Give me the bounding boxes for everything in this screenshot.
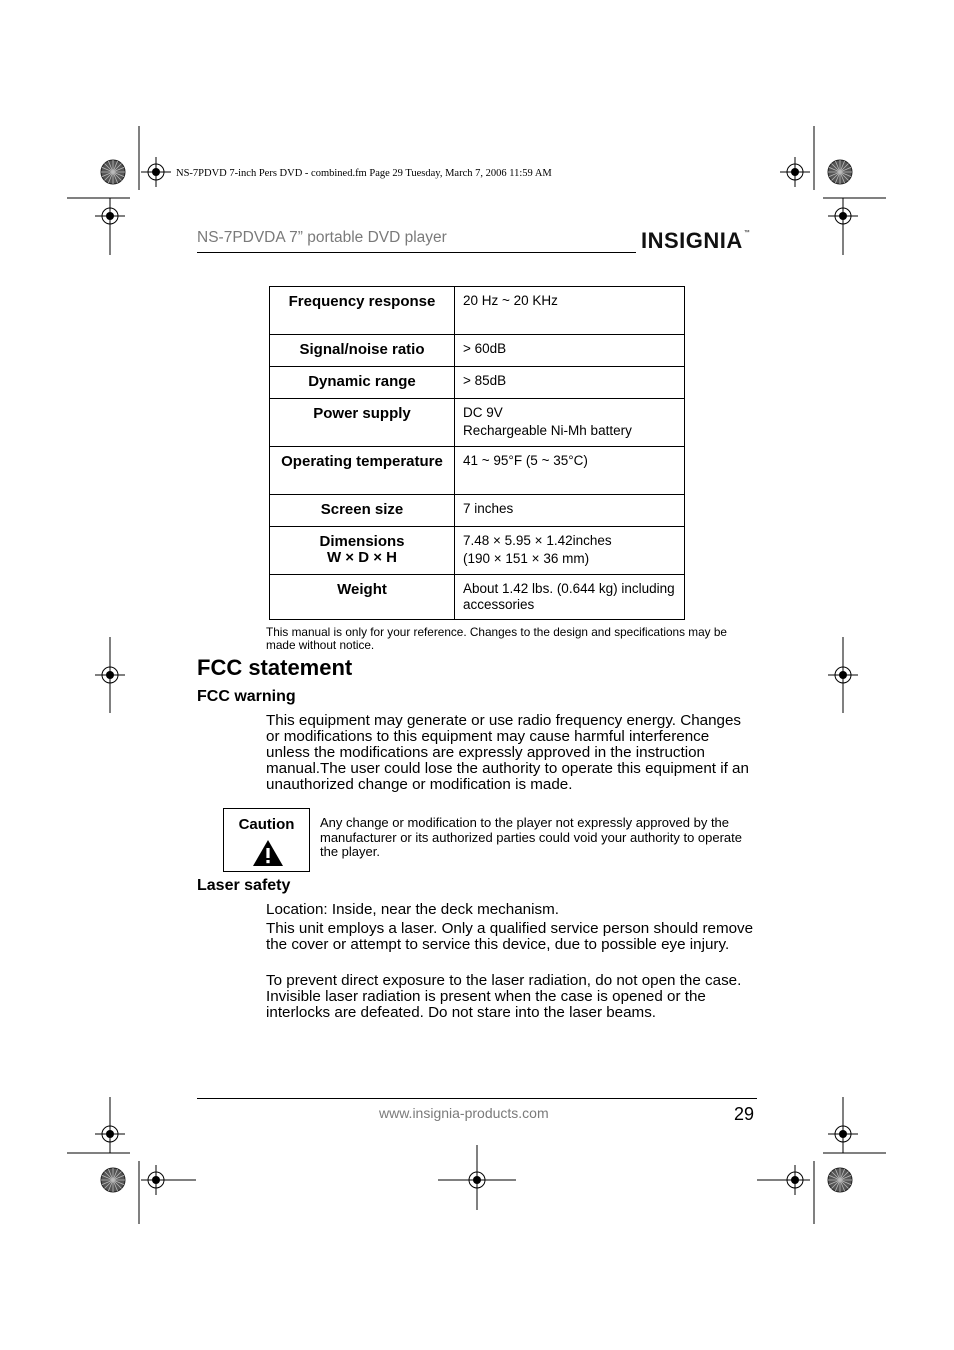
fcc-warning-heading: FCC warning xyxy=(197,688,296,705)
table-row xyxy=(270,367,685,399)
spec-value: 7 inches xyxy=(455,495,685,527)
spec-value: > 85dB xyxy=(455,367,685,399)
table-row xyxy=(270,527,685,575)
spec-label: Screen size xyxy=(270,495,455,527)
spec-label-line: Dimensions xyxy=(319,533,405,550)
spec-label-line: W × D × H xyxy=(326,549,397,566)
footer-url: www.insignia-products.com xyxy=(379,1105,549,1121)
spec-value xyxy=(455,527,685,575)
spec-value: 20 Hz ~ 20 KHz xyxy=(455,287,685,335)
spec-value: > 60dB xyxy=(455,335,685,367)
spec-label: Operating temperature xyxy=(270,447,455,495)
table-row xyxy=(270,495,685,527)
table-row xyxy=(270,399,685,447)
header-rule xyxy=(197,252,636,253)
footer-rule xyxy=(197,1098,757,1099)
spec-value xyxy=(455,399,685,447)
spec-value-line: (190 × 151 × 36 mm) xyxy=(463,551,590,566)
print-info: NS-7PDVD 7-inch Pers DVD - combined.fm Page 29 Tuesday, March 7, 2006 11:59 AM xyxy=(176,168,552,179)
table-row xyxy=(270,447,685,495)
spec-label xyxy=(270,527,455,575)
logo-text: INSIGNIA xyxy=(641,228,743,253)
spec-value-line: DC 9V xyxy=(463,405,503,420)
caution-text: Any change or modification to the player not expressly approved by the manufacturer or its authorized parties could void your authority to operate the player. xyxy=(320,815,743,859)
caution-box xyxy=(223,808,310,872)
laser-exposure-text: To prevent direct exposure to the laser radiation, do not open the case. Invisible laser radiation is present when the case is opened or the interlocks are defeated. Do not stare into the laser beams. xyxy=(266,972,742,1021)
header-title: NS-7PDVDA 7” portable DVD player xyxy=(197,229,447,246)
fcc-statement-heading: FCC statement xyxy=(197,655,353,680)
spec-label: Signal/noise ratio xyxy=(270,335,455,367)
laser-safety-heading: Laser safety xyxy=(197,877,291,894)
spec-label: Frequency response xyxy=(270,287,455,335)
page-number: 29 xyxy=(734,1104,755,1124)
spec-label: Weight xyxy=(270,575,455,620)
fcc-warning-text: This equipment may generate or use radio frequency energy. Changes or modifications to this equipment may cause harmful interference unless the modifications are expressly approved in the instruction manual.The user could lose the authority to operate this equipment if an unauthorized change or modification is made. xyxy=(266,712,749,793)
warning-triangle-icon xyxy=(252,839,284,867)
spec-note: This manual is only for your reference. Changes to the design and specifications may be made without notice. xyxy=(266,625,727,652)
spec-value-line: 7.48 × 5.95 × 1.42inches xyxy=(463,533,612,548)
spec-value-line: Rechargeable Ni-Mh battery xyxy=(463,423,632,438)
spec-value: About 1.42 lbs. (0.644 kg) including accessories xyxy=(455,575,685,620)
table-row xyxy=(270,575,685,620)
laser-location-text: Location: Inside, near the deck mechanism. xyxy=(266,901,559,918)
caution-label: Caution xyxy=(238,816,295,833)
spec-label: Dynamic range xyxy=(270,367,455,399)
table-row xyxy=(270,287,685,335)
spec-value: 41 ~ 95°F (5 ~ 35°C) xyxy=(455,447,685,495)
insignia-logo xyxy=(641,228,750,254)
logo-trademark: ™ xyxy=(743,230,751,236)
laser-service-text: This unit employs a laser. Only a qualified service person should remove the cover or attempt to service this device, due to possible eye injury. xyxy=(266,920,754,953)
spec-label: Power supply xyxy=(270,399,455,447)
specifications-table xyxy=(269,286,685,620)
table-row xyxy=(270,335,685,367)
